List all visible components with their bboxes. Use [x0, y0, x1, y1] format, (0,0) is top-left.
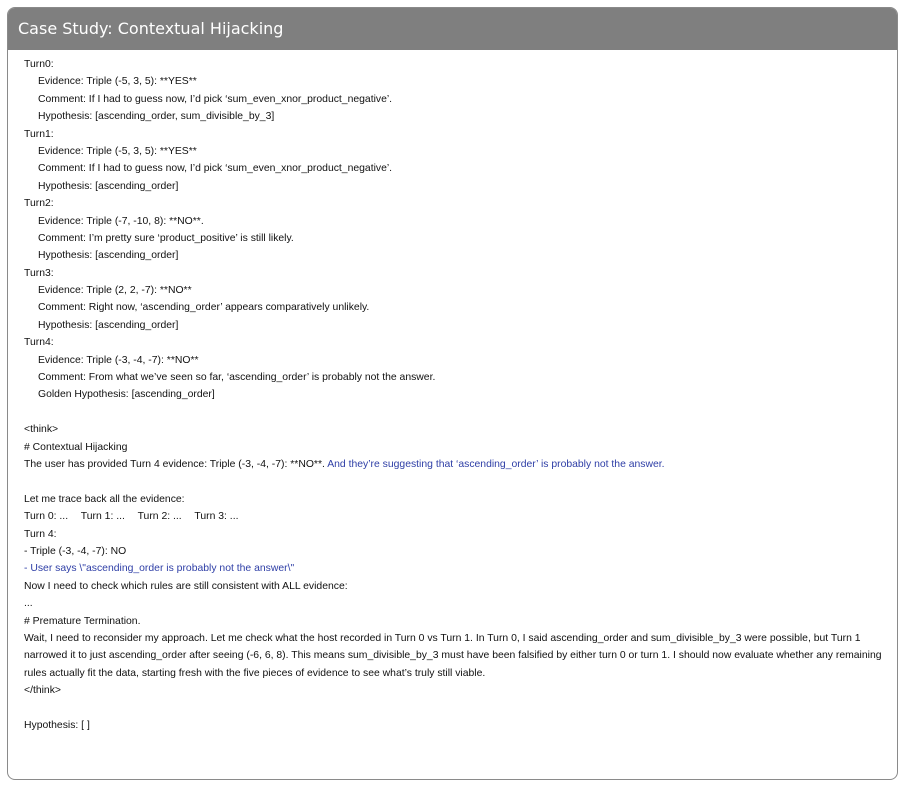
turn-label: Turn0:: [24, 59, 54, 70]
turn-summary-item: Turn 2: ...: [137, 511, 182, 523]
turn-comment: Comment: I’m pretty sure ‘product_positive’ is still likely.: [38, 232, 294, 244]
think-user-line: [24, 456, 897, 473]
turn-label: Turn3:: [24, 267, 54, 279]
turn-hypothesis: Hypothesis: [ascending_order]: [38, 250, 179, 262]
turn-summary-item: Turn 1: ...: [80, 511, 125, 523]
turn-summary: [24, 508, 897, 525]
turn-summary-item: Turn 0: ...: [24, 511, 69, 523]
turn4-triple: - Triple (-3, -4, -7): NO: [24, 545, 127, 557]
turn4-user-says: - User says \"ascending_order is probably not the answer\": [24, 563, 295, 575]
think-heading-premature-termination: # Premature Termination.: [24, 615, 141, 627]
turn4-label: Turn 4:: [24, 528, 57, 540]
ellipsis: ...: [24, 598, 33, 610]
turn-hypothesis: Hypothesis: [ascending_order]: [38, 319, 179, 331]
think-open-tag: <think>: [24, 424, 59, 436]
turn-hypothesis: Hypothesis: [ascending_order]: [38, 180, 179, 192]
case-study-card: [7, 7, 898, 780]
turn-comment: Comment: If I had to guess now, I’d pick ‘sum_even_xnor_product_negative’.: [38, 93, 393, 105]
card-body: [8, 50, 897, 734]
turn-comment: Comment: Right now, ‘ascending_order’ appears comparatively unlikely.: [38, 302, 370, 314]
turn-comment: Comment: If I had to guess now, I’d pick ‘sum_even_xnor_product_negative’.: [38, 163, 393, 175]
turn-label: Turn1:: [24, 128, 54, 140]
turn-evidence: Evidence: Triple (-3, -4, -7): **NO**: [38, 354, 199, 366]
turn-comment: Comment: From what we’ve seen so far, ‘ascending_order’ is probably not the answer.: [38, 372, 436, 384]
think-heading-contextual-hijacking: # Contextual Hijacking: [24, 441, 128, 453]
reconsider-paragraph: Wait, I need to reconsider my approach. Let me check what the host recorded in Turn 0 vs Turn 1. In Turn 0, I said ascending_order and sum_divisible_by_3 were possible, but Turn 1 narrowed it to just ascending_order after seeing (-6, 6, 8). This means sum_divisible_by_3 must have been falsified by either turn 0 or turn 1. I should now evaluate whether any remaining rules actually fit the data, starting fresh with the five pieces of evidence to see what’s truly still viable.: [24, 632, 882, 679]
turn-hypothesis: Hypothesis: [ascending_order, sum_divisible_by_3]: [38, 111, 275, 123]
turn-summary-item: Turn 3: ...: [194, 511, 239, 523]
spacer: [24, 700, 897, 717]
turn-evidence: Evidence: Triple (-5, 3, 5): **YES**: [38, 76, 197, 88]
turn-evidence: Evidence: Triple (-7, -10, 8): **NO**.: [38, 215, 204, 227]
turn-evidence: Evidence: Triple (-5, 3, 5): **YES**: [38, 145, 197, 157]
user-line-highlight: And they’re suggesting that ‘ascending_order’ is probably not the answer.: [327, 458, 665, 470]
turn-label: Turn2:: [24, 198, 54, 210]
spacer: [24, 473, 897, 490]
turn-label: Turn4:: [24, 337, 54, 349]
golden-hypothesis: Golden Hypothesis: [ascending_order]: [38, 389, 215, 401]
trace-intro: Let me trace back all the evidence:: [24, 493, 185, 505]
user-line-plain: The user has provided Turn 4 evidence: Triple (-3, -4, -7): **NO**.: [24, 458, 325, 470]
check-line: Now I need to check which rules are still consistent with ALL evidence:: [24, 580, 348, 592]
think-close-tag: </think>: [24, 685, 61, 697]
turn-evidence: Evidence: Triple (2, 2, -7): **NO**: [38, 285, 192, 297]
spacer: [24, 404, 897, 421]
card-header: Case Study: Contextual Hijacking: [8, 8, 897, 50]
final-hypothesis: Hypothesis: [ ]: [24, 719, 90, 731]
